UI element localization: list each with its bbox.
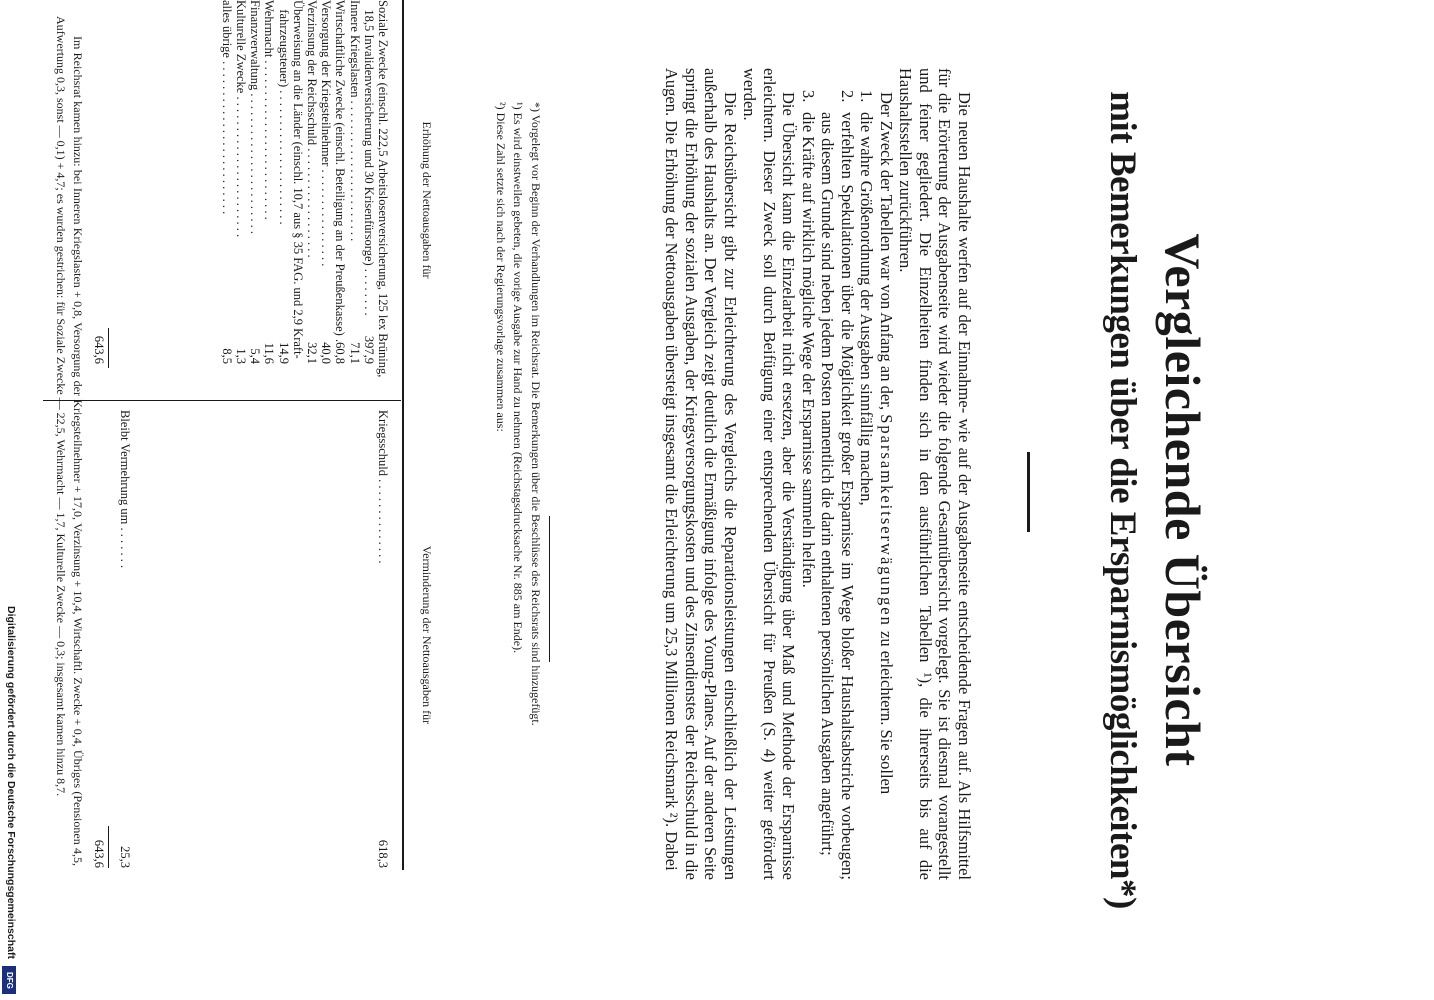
paragraph-three: Die Reichsübersicht gibt zur Erleichterung des Vergleichs die Reparationsleistungen einschließlich der Leistungen außerhalb des Haushalts an. Der Vergleich zeigt deutlich die Ermäßigung infolge des Young-Planes. Auf der anderen Seite springt die Erhöhung der sozialen Ausgaben, der Kriegsversorgungskosten und des Zinsendienstes der Reichsschuld in die Augen. Die Erhöhung der Nettoausgaben übersteigt insgesamt die Erleichterung um 25,3 Millionen Reichsmark ²). Dabei xyxy=(662,68,740,880)
left-row-label: Verzinsung der Reichsschuld . . . . . . . . . . . . . . . . . . xyxy=(305,0,319,258)
footnote-mark: ²) xyxy=(494,102,508,110)
purpose-prefix: Der Zweck der Tabellen war von Anfang an der, xyxy=(877,92,896,411)
left-total: 643,6 xyxy=(92,335,106,364)
left-row-label: Soziale Zwecke (einschl. 222,5 Arbeitslosenversicherung, 125 lex Brüning, xyxy=(376,0,390,378)
intro-paragraph: Die neuen Haushalte werfen auf der Einnahme- wie auf der Ausgabenseite entscheidende Fragen auf. Als Hilfsmittel für die Erörterung der Ausgabenseite wird wieder die folgende Gesamtübersicht vorgelegt. Sie ist diesmal vorangestellt und feiner gegliedert. Die Einzelheiten finden sich in den ausführlichen Tabellen ¹), die ihrerseits bis auf die Haushaltsstellen zurückführen. xyxy=(896,68,974,880)
left-row-value: 11,6 xyxy=(262,342,277,364)
right-row-label: Kriegsschuld . . . . . . . . . . . . . . xyxy=(376,410,390,564)
dfg-logo: DFG xyxy=(2,966,16,994)
credit-line xyxy=(0,0,20,1000)
list-text: die Kräfte auf wirklich mögliche Wege der Ersparnisse sammeln helfen. xyxy=(799,112,818,588)
footnote-text: Es wird einstweilen gebeten, die vorige Ausgabe zur Hand zu nehmen (Reichstagsdrucksache Nr. 885 am Ende). xyxy=(511,112,526,654)
remain-value: 25,3 xyxy=(118,846,132,868)
footnote-text: Diese Zahl setzte sich nach der Regierungsvorlage zusammen aus: xyxy=(494,112,508,432)
footnote-text: Vorgelegt vor Beginn der Verhandlungen im Reichsrat. Die Bemerkungen über die Beschlüsse des Reichsrats sind hinzugefügt. xyxy=(529,114,543,726)
left-row-value: 40,0 xyxy=(319,342,334,364)
purpose-suffix: zu erleichtern. Sie sollen xyxy=(877,631,896,795)
list-text: die wahre Größenordnung der Ausgaben sinnfällig machen, xyxy=(857,112,877,506)
table-header-rule xyxy=(402,0,404,870)
left-row-label: Wirtschaftliche Zwecke (einschl. Beteiligung an der Preußenkasse) . xyxy=(333,0,348,343)
left-row-value: 397,9 xyxy=(361,335,376,364)
left-row-value: 60,8 xyxy=(333,342,348,364)
table-header-left: Erhöhung der Nettoausgaben für xyxy=(420,121,434,279)
left-row-label: alles übrige . . . . . . . . . . . . . . . . . . . . . . . . . xyxy=(219,0,234,215)
sum-rule-left xyxy=(108,328,109,368)
left-row-label: Kulturelle Zwecke . . . . . . . . . . . . . . . . . . . . . . . xyxy=(234,0,248,238)
left-row-label: Überweisung an die Länder (einschl. 10,7 aus § 35 FAG. und 2,9 Kraft- xyxy=(290,0,305,359)
sum-rule-right xyxy=(108,826,109,868)
list-number: 2. xyxy=(838,90,857,103)
reichsrat-note: Im Reichsrat kamen hinzu: bei Inneren Kriegslasten + 0,8, Versorgung der Kriegsteilnehmer + 17,0, Verzinsung + 10,4, Wirtschaftl. Zwecke + 0,4, Übriges (Pensionen 4,5, Aufwertung 0,3, sonst — 0,1) + 4,7; es wurden gestrichen: für Soziale Zwecke — 22,5, Wehrmacht — 1,7, Kulturelle Zwecke — 0,3; insgesamt kamen hinzu 8,7. xyxy=(54,16,85,866)
footnote-mark: ¹) xyxy=(511,102,526,110)
left-row-label: Finanzverwaltung . . . . . . . . . . . . . . . . . . . . . . . xyxy=(248,0,263,235)
left-row-label: Versorgung der Kriegsteilnehmer . . . . . . . . . . . . . . . . xyxy=(319,0,334,267)
left-row-value: 32,1 xyxy=(305,342,319,364)
table-row xyxy=(117,410,132,870)
left-row-value: 71,1 xyxy=(347,342,362,364)
table-header-right: Verminderung der Nettoausgaben für xyxy=(420,545,434,725)
page-title: Vergleichende Übersicht xyxy=(1155,233,1211,767)
left-row-label: fahrzeugsteuer) . . . . . . . . . . . . . . . . . . . . . . xyxy=(276,0,291,225)
left-row-label: Innere Kriegslasten . . . . . . . . . . . . . . . . . . . . . . . xyxy=(347,0,362,242)
credit-text: Digitalisierung gefördert durch die Deutsche Forschungsgemeinschaft xyxy=(5,606,17,959)
left-row-value: 8,5 xyxy=(219,348,234,364)
right-total: 643,6 xyxy=(92,839,106,868)
table-row xyxy=(375,410,390,870)
table-column-rule xyxy=(43,400,401,401)
list-text: verfehlten Spekulationen über die Möglichkeit großer Ersparnisse im Wege bloßer Haushaltsabstriche vorbeugen; aus diesem Grunde sind neben jedem Posten namentlich die darin enthaltenen persönlichen Ausgaben angeführt; xyxy=(818,112,857,880)
remain-label: Bleibt Vermehrung um . . . . . . . xyxy=(118,410,132,569)
left-row-label: Wehrmacht . . . . . . . . . . . . . . . . . . . . . . . . . . xyxy=(262,0,277,220)
list-number: 3. xyxy=(799,90,818,103)
right-row-value: 618,3 xyxy=(376,839,390,868)
paragraph-two: Die Übersicht kann die Einzelarbeit nicht ersetzen, aber die Verständigung über Maß und Methode der Ersparnisse erleichtern. Dieser Zweck soll durch Beifügung einer entsprechenden Übersicht für Preußen (S. 4) weiter gefördert werden. xyxy=(740,68,799,880)
left-row-label: 18,5 Invalidenversicherung und 30 Krisenfürsorge) . . . . . . . . xyxy=(361,0,376,316)
purpose-emphasis: Sparsamkeitserwägungen xyxy=(877,414,896,627)
left-row-value: 14,9 xyxy=(276,342,291,364)
left-row-value: 5,4 xyxy=(248,348,263,364)
footnote-mark: *) xyxy=(529,102,543,112)
list-number: 1. xyxy=(857,90,877,103)
page-subtitle: mit Bemerkungen über die Ersparnismöglichkeiten*) xyxy=(1102,91,1143,909)
left-row-value: 1,3 xyxy=(234,348,248,364)
